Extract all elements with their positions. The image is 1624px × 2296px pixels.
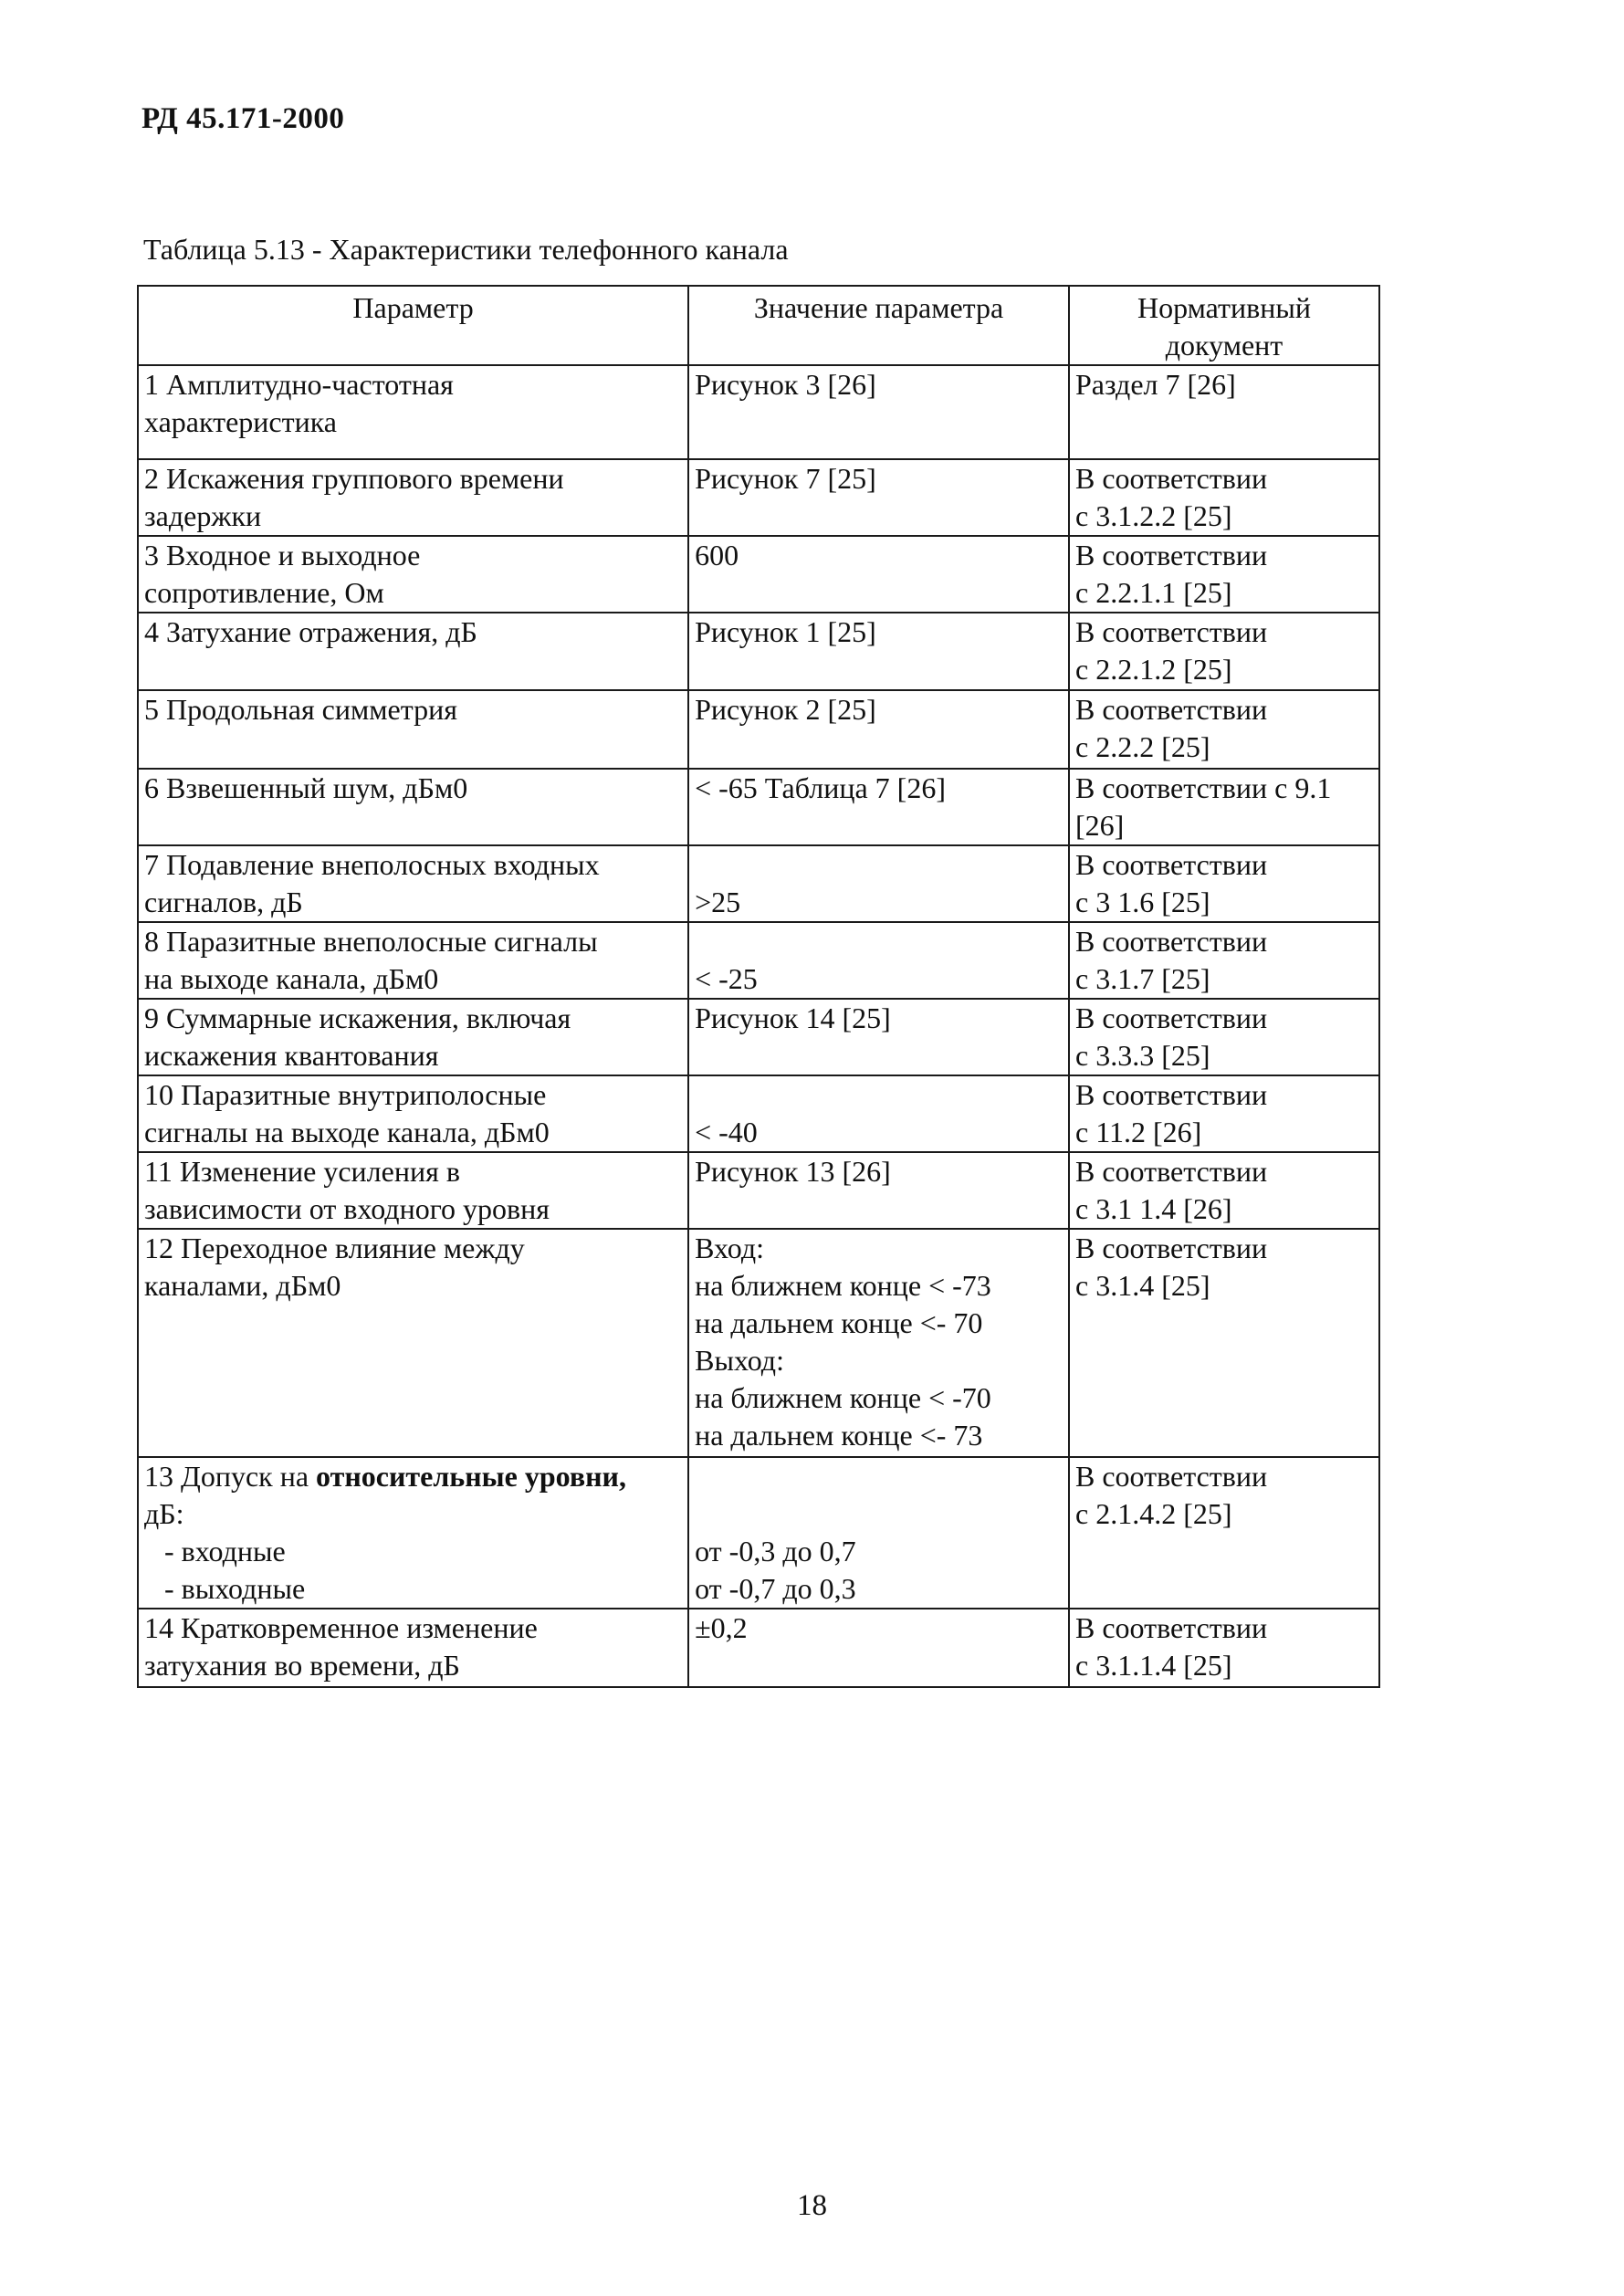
value-spacer bbox=[695, 1076, 1063, 1114]
doc-text: с 2.2.2 [25] bbox=[1074, 730, 1210, 763]
param-text: каналами, дБм0 bbox=[144, 1269, 341, 1302]
param-cell bbox=[138, 459, 688, 536]
param-cell bbox=[138, 1609, 688, 1687]
value-text: < -65 Таблица 7 [26] bbox=[695, 771, 946, 804]
doc-text: В соответствии bbox=[1074, 462, 1268, 495]
doc-text: с 3.1.7 [25] bbox=[1074, 962, 1210, 995]
doc-cell bbox=[1069, 690, 1379, 769]
table-row bbox=[138, 459, 1379, 536]
value-text: < -25 bbox=[695, 962, 758, 995]
doc-text: В соответствии bbox=[1074, 1460, 1268, 1493]
doc-cell bbox=[1069, 1075, 1379, 1152]
page-number: 18 bbox=[797, 2189, 827, 2222]
value-cell bbox=[688, 1457, 1069, 1609]
param-cell bbox=[138, 845, 688, 922]
value-spacer bbox=[695, 1495, 1063, 1533]
param-cell bbox=[138, 922, 688, 999]
value-spacer bbox=[695, 923, 1063, 960]
param-cell bbox=[138, 1075, 688, 1152]
value-text: Вход: bbox=[695, 1232, 765, 1264]
doc-text: В соответствии bbox=[1074, 1001, 1268, 1034]
param-text: 6 Взвешенный шум, дБм0 bbox=[144, 771, 468, 804]
value-text: 600 bbox=[695, 539, 739, 571]
doc-text: В соответствии с 9.1 bbox=[1074, 771, 1332, 804]
table-row bbox=[138, 769, 1379, 845]
column-header-parameter: Параметр bbox=[138, 286, 688, 365]
table-row bbox=[138, 845, 1379, 922]
param-text: дБ: bbox=[144, 1497, 184, 1530]
doc-text: с 2.2.1.1 [25] bbox=[1074, 576, 1232, 609]
value-cell bbox=[688, 769, 1069, 845]
telephone-channel-table bbox=[137, 285, 1380, 1688]
doc-cell bbox=[1069, 922, 1379, 999]
param-cell bbox=[138, 1229, 688, 1457]
doc-text: с 2.2.1.2 [25] bbox=[1074, 653, 1232, 686]
doc-cell bbox=[1069, 1229, 1379, 1457]
value-text: на дальнем конце <- 70 bbox=[695, 1306, 983, 1339]
doc-text: с 2.1.4.2 [25] bbox=[1074, 1497, 1232, 1530]
doc-text: В соответствии bbox=[1074, 693, 1268, 726]
value-spacer bbox=[695, 1458, 1063, 1495]
column-header-document: Нормативный документ bbox=[1069, 286, 1379, 365]
table-caption: Таблица 5.13 - Характеристики телефонного канала bbox=[143, 233, 789, 266]
value-text: Рисунок 2 [25] bbox=[695, 693, 876, 726]
param-cell bbox=[138, 690, 688, 769]
param-cell bbox=[138, 536, 688, 613]
value-cell bbox=[688, 536, 1069, 613]
value-cell bbox=[688, 690, 1069, 769]
param-text: 12 Переходное влияние между bbox=[144, 1232, 525, 1264]
param-cell bbox=[138, 999, 688, 1075]
doc-cell bbox=[1069, 769, 1379, 845]
table-row bbox=[138, 1609, 1379, 1687]
value-cell bbox=[688, 845, 1069, 922]
value-text: на дальнем конце <- 73 bbox=[695, 1419, 983, 1452]
value-cell bbox=[688, 613, 1069, 690]
param-text: сигналы на выходе канала, дБм0 bbox=[144, 1116, 550, 1148]
doc-text: В соответствии bbox=[1074, 1611, 1268, 1644]
doc-text: В соответствии bbox=[1074, 848, 1268, 881]
param-text: 3 Входное и выходное bbox=[144, 539, 421, 571]
doc-text: с 11.2 [26] bbox=[1074, 1116, 1202, 1148]
param-prefix: 13 Допуск на bbox=[144, 1460, 317, 1493]
param-text: зависимости от входного уровня bbox=[144, 1192, 550, 1225]
value-text: на ближнем конце < -73 bbox=[695, 1269, 991, 1302]
param-text: характеристика bbox=[144, 405, 337, 438]
param-text: 4 Затухание отражения, дБ bbox=[144, 615, 477, 648]
param-cell bbox=[138, 365, 688, 459]
param-text: 14 Кратковременное изменение bbox=[144, 1611, 538, 1644]
param-text: 2 Искажения группового времени bbox=[144, 462, 564, 495]
value-cell bbox=[688, 1075, 1069, 1152]
value-text: Выход: bbox=[695, 1344, 784, 1377]
value-cell bbox=[688, 459, 1069, 536]
param-text: затухания во времени, дБ bbox=[144, 1649, 460, 1682]
param-text: 9 Суммарные искажения, включая bbox=[144, 1001, 571, 1034]
table-row bbox=[138, 1075, 1379, 1152]
doc-cell bbox=[1069, 1457, 1379, 1609]
table-row bbox=[138, 536, 1379, 613]
param-text: задержки bbox=[144, 499, 262, 532]
param-bold-text: относительные уровни, bbox=[316, 1460, 626, 1493]
value-text: >25 bbox=[695, 886, 741, 918]
doc-text: с 3.3.3 [25] bbox=[1074, 1039, 1210, 1072]
doc-cell bbox=[1069, 845, 1379, 922]
param-text: 8 Паразитные внеполосные сигналы bbox=[144, 925, 598, 958]
doc-text: В соответствии bbox=[1074, 615, 1268, 648]
doc-cell bbox=[1069, 536, 1379, 613]
param-cell bbox=[138, 769, 688, 845]
table-row bbox=[138, 1229, 1379, 1457]
doc-text: В соответствии bbox=[1074, 1232, 1268, 1264]
doc-cell bbox=[1069, 999, 1379, 1075]
doc-text: с 3.1.1.4 [25] bbox=[1074, 1649, 1232, 1682]
table-row bbox=[138, 999, 1379, 1075]
doc-cell bbox=[1069, 459, 1379, 536]
table-row bbox=[138, 365, 1379, 459]
param-text: искажения квантования bbox=[144, 1039, 439, 1072]
document-code: РД 45.171-2000 bbox=[141, 102, 345, 135]
value-text: Рисунок 3 [26] bbox=[695, 368, 876, 401]
param-subitem: - входные bbox=[164, 1535, 286, 1567]
doc-text: с 3 1.6 [25] bbox=[1074, 886, 1210, 918]
doc-text: с 3.1.4 [25] bbox=[1074, 1269, 1210, 1302]
doc-cell bbox=[1069, 613, 1379, 690]
doc-text: В соответствии bbox=[1074, 1155, 1268, 1188]
value-cell bbox=[688, 1152, 1069, 1229]
param-cell bbox=[138, 1457, 688, 1609]
value-text: < -40 bbox=[695, 1116, 758, 1148]
doc-text: с 3.1 1.4 [26] bbox=[1074, 1192, 1232, 1225]
param-text: 1 Амплитудно-частотная bbox=[144, 368, 454, 401]
table-row bbox=[138, 1152, 1379, 1229]
table-header-row bbox=[138, 286, 1379, 365]
param-text: на выходе канала, дБм0 bbox=[144, 962, 439, 995]
doc-text: Раздел 7 [26] bbox=[1074, 368, 1236, 401]
value-text: Рисунок 13 [26] bbox=[695, 1155, 891, 1188]
doc-text: [26] bbox=[1074, 809, 1125, 842]
doc-text: В соответствии bbox=[1074, 539, 1268, 571]
doc-cell bbox=[1069, 1152, 1379, 1229]
value-text: Рисунок 7 [25] bbox=[695, 462, 876, 495]
value-cell bbox=[688, 1609, 1069, 1687]
value-cell bbox=[688, 365, 1069, 459]
value-text: ±0,2 bbox=[695, 1611, 748, 1644]
param-text: 7 Подавление внеполосных входных bbox=[144, 848, 600, 881]
column-header-value: Значение параметра bbox=[688, 286, 1069, 365]
param-subitem: - выходные bbox=[164, 1572, 306, 1605]
param-text: сопротивление, Ом bbox=[144, 576, 384, 609]
param-cell bbox=[138, 613, 688, 690]
value-text: от -0,3 до 0,7 bbox=[695, 1535, 856, 1567]
value-cell bbox=[688, 999, 1069, 1075]
value-spacer bbox=[695, 846, 1063, 884]
value-cell bbox=[688, 922, 1069, 999]
param-cell bbox=[138, 1152, 688, 1229]
value-text: на ближнем конце < -70 bbox=[695, 1381, 991, 1414]
doc-text: В соответствии bbox=[1074, 925, 1268, 958]
param-text: 11 Изменение усиления в bbox=[144, 1155, 460, 1188]
table-row bbox=[138, 922, 1379, 999]
param-text: 5 Продольная симметрия bbox=[144, 693, 457, 726]
value-text: Рисунок 14 [25] bbox=[695, 1001, 891, 1034]
doc-cell bbox=[1069, 1609, 1379, 1687]
doc-cell bbox=[1069, 365, 1379, 459]
param-text: 10 Паразитные внутриполосные bbox=[144, 1078, 547, 1111]
table-row bbox=[138, 613, 1379, 690]
value-text: Рисунок 1 [25] bbox=[695, 615, 876, 648]
param-text bbox=[144, 1458, 682, 1495]
param-text: сигналов, дБ bbox=[144, 886, 303, 918]
table-row bbox=[138, 690, 1379, 769]
doc-text: с 3.1.2.2 [25] bbox=[1074, 499, 1232, 532]
value-cell bbox=[688, 1229, 1069, 1457]
doc-text: В соответствии bbox=[1074, 1078, 1268, 1111]
value-text: от -0,7 до 0,3 bbox=[695, 1572, 856, 1605]
table-row bbox=[138, 1457, 1379, 1609]
